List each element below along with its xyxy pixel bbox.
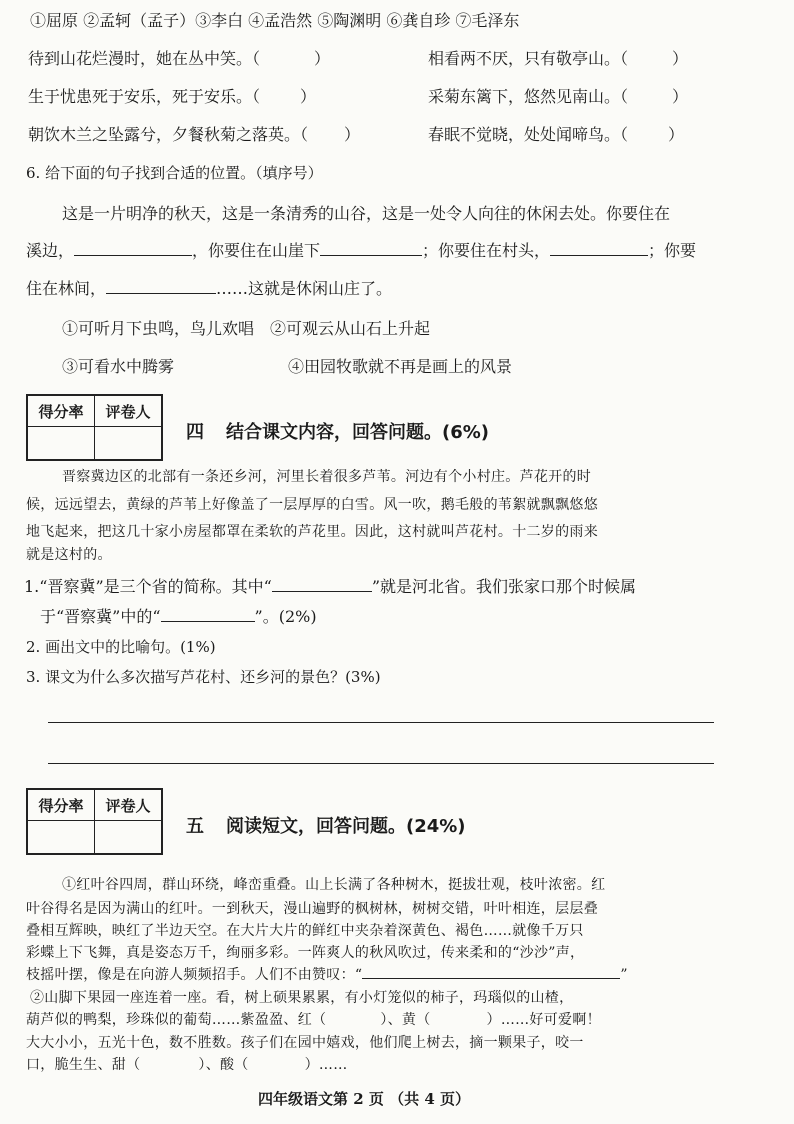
fill-blank[interactable]: [74, 241, 192, 256]
score-cell[interactable]: [27, 427, 95, 461]
section-5-passage-line: ①红叶谷四周，群山环绕，峰峦重叠。山上长满了各种树木，挺拔壮观，枝叶浓密。红: [62, 877, 606, 893]
s4-question-1: 1.“晋察冀”是三个省的简称。其中“ ”就是河北省。我们张家口那个时候属: [24, 577, 636, 596]
section-4-passage-line: 地飞起来，把这几十家小房屋都罩在柔软的芦花里。因此，这村就叫芦花村。十二岁的雨来: [26, 524, 598, 540]
matching-item: 生于忧患死于安乐，死于安乐。（ ）: [28, 87, 317, 106]
q6-paragraph-line3: 住在林间， ……这就是休闲山庄了。: [26, 279, 393, 298]
score-box: [26, 788, 163, 855]
grader-cell[interactable]: [95, 821, 163, 855]
section-4-passage-line: 候，远远望去，黄绿的芦苇上好像盖了一层厚厚的白雪。风一吹，鹅毛般的苇絮就飘飘悠悠: [26, 497, 598, 513]
section-4-passage-line: 就是这村的。: [26, 547, 112, 563]
answer-line[interactable]: [48, 763, 714, 764]
section-5-heading: 五 阅读短文，回答问题。(24%): [186, 816, 466, 837]
s4-question-3: 3. 课文为什么多次描写芦花村、还乡河的景色？(3%): [26, 668, 381, 686]
section-5-passage-line: 大大小小，五光十色，数不胜数。孩子们在园中嬉戏，他们爬上树去，摘一颗果子，咬一: [26, 1035, 584, 1051]
q6-options-row1: ①可听月下虫鸣，鸟儿欢唱 ②可观云从山石上升起: [62, 319, 431, 338]
answer-line[interactable]: [48, 722, 714, 723]
section-5-passage-line: 叶谷得名是因为满山的红叶。一到秋天，漫山遍野的枫树林，树树交错，叶叶相连，层层叠: [26, 901, 598, 917]
matching-item: 采菊东篱下，悠然见南山。（ ）: [428, 87, 689, 106]
s4-question-2: 2. 画出文中的比喻句。(1%): [26, 638, 216, 656]
q6-paragraph-line2: 溪边， ，你要住在山崖下 ；你要住在村头， ；你要: [26, 241, 697, 260]
section-5-passage-line: 口，脆生生、甜（ ）、酸（ ）……: [26, 1057, 348, 1073]
grader-label: 评卷人: [95, 789, 163, 821]
matching-item: 朝饮木兰之坠露兮，夕餐秋菊之落英。（ ）: [28, 125, 361, 144]
q6-paragraph-line1: 这是一片明净的秋天，这是一条清秀的山谷，这是一处令人向往的休闲去处。你要住在: [62, 204, 671, 223]
section-4-heading: 四 结合课文内容，回答问题。(6%): [186, 422, 490, 443]
fill-blank[interactable]: [272, 577, 372, 592]
section-5-passage-line: ②山脚下果园一座连着一座。看，树上硕果累累，有小灯笼似的柿子，玛瑙似的山楂，: [30, 990, 574, 1006]
page-footer: 四年级语文第 2 页 （共 4 页）: [258, 1090, 470, 1108]
grader-cell[interactable]: [95, 427, 163, 461]
poet-options: ①屈原 ②孟轲（孟子）③李白 ④孟浩然 ⑤陶渊明 ⑥龚自珍 ⑦毛泽东: [30, 11, 520, 30]
section-5-passage-line: 叠相互辉映，映红了半边天空。在大片大片的鲜红中夹杂着深黄色、褐色……就像千万只: [26, 923, 584, 939]
matching-item: 相看两不厌，只有敬亭山。（ ）: [428, 49, 689, 68]
section-5-passage-line: 葫芦似的鸭梨，珍珠似的葡萄……紫盈盈、红（ ）、黄（ ）……好可爱啊！: [26, 1012, 601, 1028]
score-box: [26, 394, 163, 461]
fill-blank[interactable]: [106, 279, 216, 294]
fill-blank[interactable]: [550, 241, 648, 256]
matching-item: 春眠不觉晓，处处闻啼鸟。（ ）: [428, 125, 685, 144]
fill-blank[interactable]: [362, 964, 620, 979]
score-label: 得分率: [27, 789, 95, 821]
s4-question-1-cont: 于“晋察冀”中的“ ”。(2%): [40, 607, 317, 626]
score-label: 得分率: [27, 395, 95, 427]
score-cell[interactable]: [27, 821, 95, 855]
fill-blank[interactable]: [320, 241, 422, 256]
question-6-title: 6. 给下面的句子找到合适的位置。（填序号）: [26, 164, 323, 182]
q6-option-4: ④田园牧歌就不再是画上的风景: [288, 357, 513, 376]
section-5-passage-line: 彩蝶上下飞舞，真是姿态万千，绚丽多彩。一阵爽人的秋风吹过，传来柔和的“沙沙”声，: [26, 945, 585, 961]
section-4-passage-line: 晋察冀边区的北部有一条还乡河，河里长着很多芦苇。河边有个小村庄。芦花开的时: [62, 469, 592, 485]
grader-label: 评卷人: [95, 395, 163, 427]
matching-item: 待到山花烂漫时，她在丛中笑。（ ）: [28, 49, 331, 68]
fill-blank[interactable]: [161, 607, 255, 622]
q6-option-3: ③可看水中腾雾: [62, 357, 175, 376]
section-5-passage-line: 枝摇叶摆，像是在向游人频频招手。人们不由赞叹：“ ”: [26, 964, 628, 984]
